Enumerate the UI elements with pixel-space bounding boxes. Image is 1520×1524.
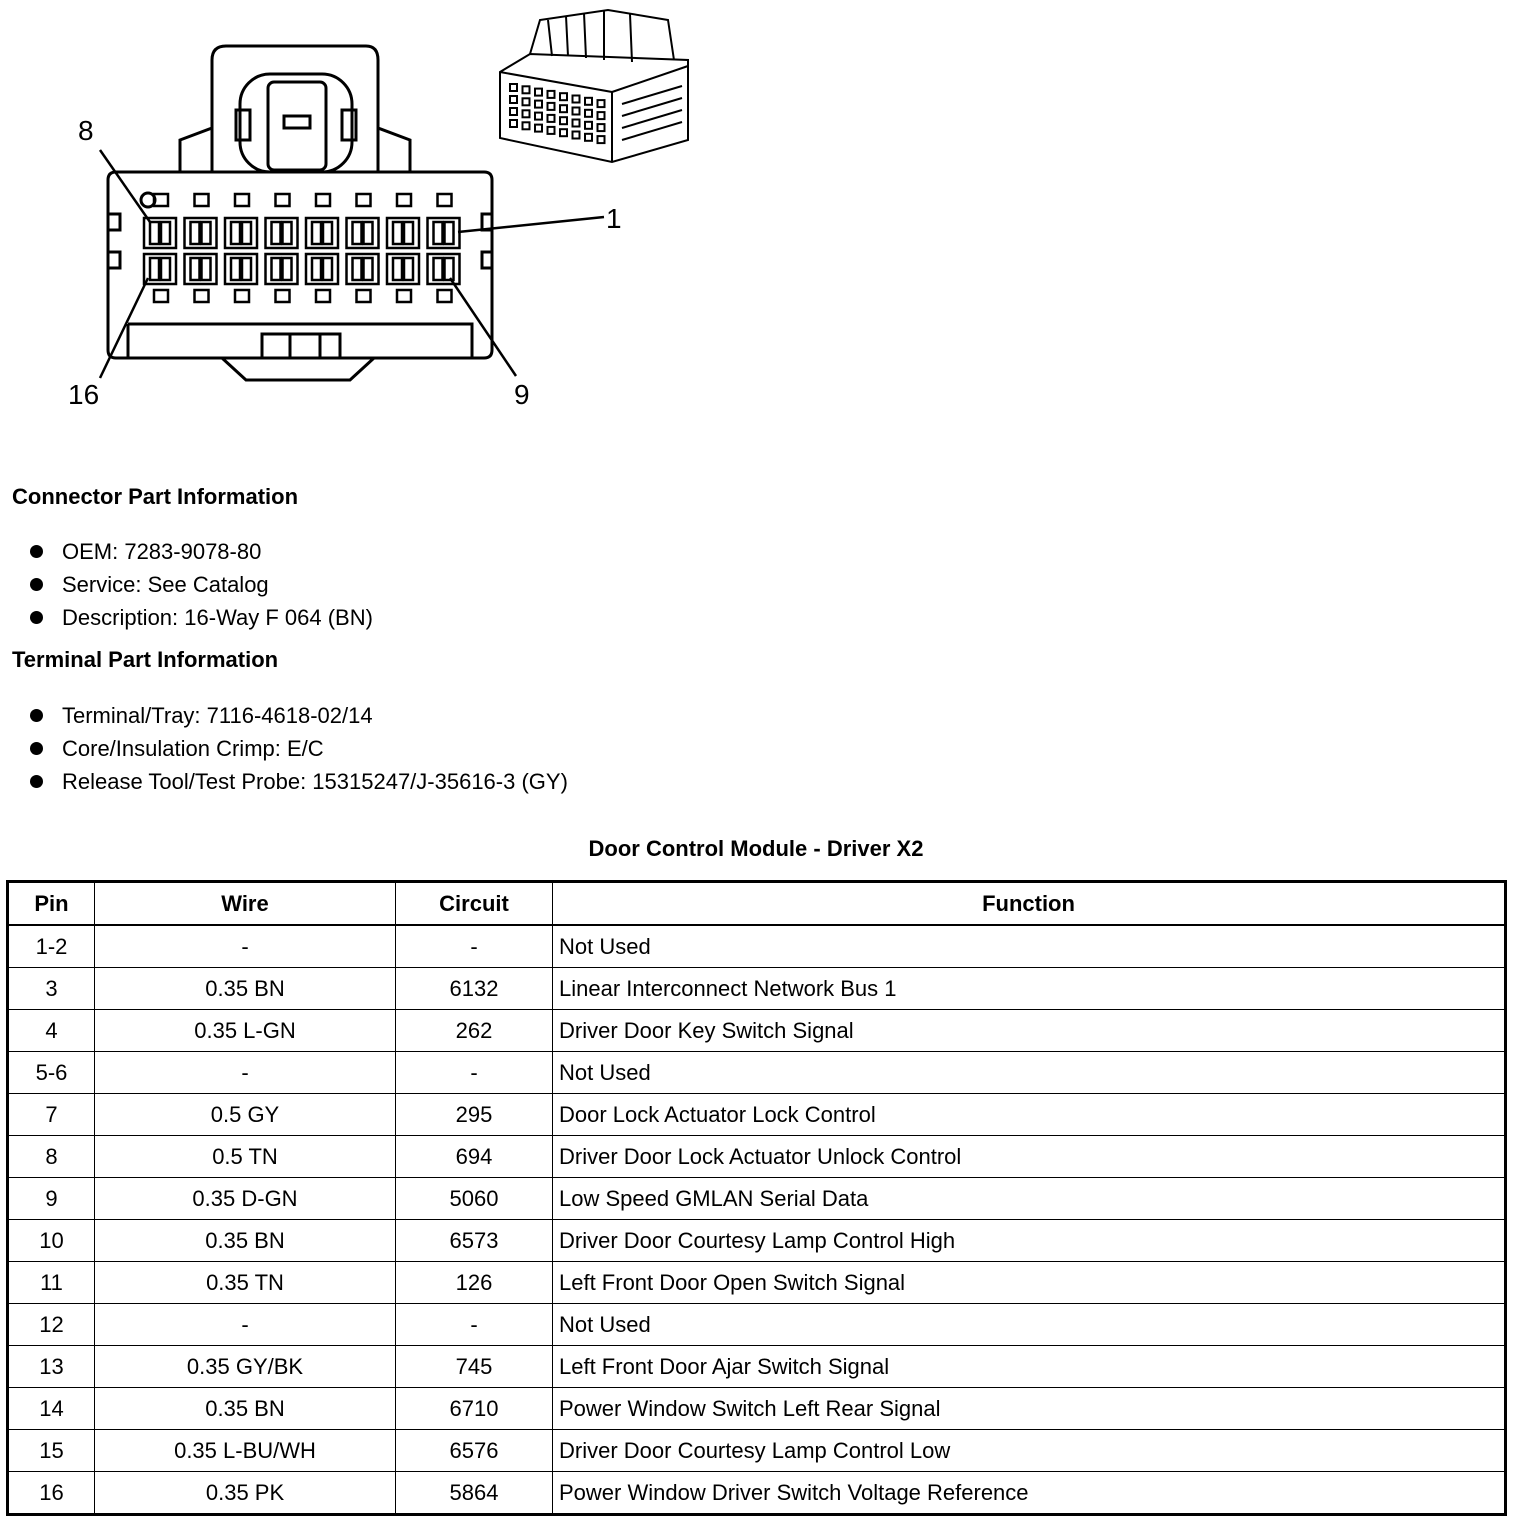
terminal-info-list (30, 699, 568, 798)
terminal-slot (283, 222, 292, 244)
cell-circuit: 694 (396, 1136, 553, 1178)
cell-function: Left Front Door Open Switch Signal (553, 1262, 1506, 1304)
iso-terminal-cavity (573, 108, 580, 115)
pinout-table (6, 880, 1507, 1516)
cell-wire: 0.35 BN (95, 1388, 396, 1430)
locking-tab (195, 290, 209, 302)
iso-terminal-cavity (560, 129, 567, 136)
iso-terminal-cavity (510, 108, 517, 115)
connector-service: Service: See Catalog (30, 568, 373, 601)
locking-tab (276, 194, 290, 206)
table-row (8, 925, 1506, 968)
terminal-slot (323, 258, 332, 280)
cell-wire: 0.5 GY (95, 1094, 396, 1136)
cell-pin: 13 (8, 1346, 95, 1388)
cell-pin: 14 (8, 1388, 95, 1430)
table-row (8, 1136, 1506, 1178)
cell-function: Driver Door Courtesy Lamp Control High (553, 1220, 1506, 1262)
iso-terminal-cavity (585, 122, 592, 129)
cell-function: Door Lock Actuator Lock Control (553, 1094, 1506, 1136)
cell-function: Not Used (553, 1304, 1506, 1346)
table-row (8, 1220, 1506, 1262)
terminal-cavities (144, 194, 460, 302)
terminal-tray: Terminal/Tray: 7116-4618-02/14 (30, 699, 568, 732)
cell-pin: 5-6 (8, 1052, 95, 1094)
locking-tab (276, 290, 290, 302)
cell-function: Driver Door Key Switch Signal (553, 1010, 1506, 1052)
terminal-slot (150, 258, 159, 280)
header-pin: Pin (8, 882, 95, 926)
cell-function: Power Window Switch Left Rear Signal (553, 1388, 1506, 1430)
terminal-slot (242, 222, 251, 244)
cell-circuit: 745 (396, 1346, 553, 1388)
cell-circuit: 262 (396, 1010, 553, 1052)
locking-tab (316, 194, 330, 206)
terminal-slot (404, 258, 413, 280)
iso-terminal-cavity (585, 110, 592, 117)
iso-terminal-cavity (560, 117, 567, 124)
locking-tab (357, 290, 371, 302)
terminal-slot (231, 258, 240, 280)
cell-wire: 0.35 GY/BK (95, 1346, 396, 1388)
table-row (8, 1052, 1506, 1094)
cell-circuit: 6132 (396, 968, 553, 1010)
header-wire: Wire (95, 882, 396, 926)
connector-info-list (30, 535, 373, 634)
cell-wire: 0.35 BN (95, 1220, 396, 1262)
cell-circuit: - (396, 1052, 553, 1094)
iso-terminal-cavity (535, 113, 542, 120)
cell-wire: 0.35 TN (95, 1262, 396, 1304)
iso-terminal-cavity (523, 86, 530, 93)
iso-terminal-cavity (598, 100, 605, 107)
cell-circuit: - (396, 925, 553, 968)
terminal-info-title: Terminal Part Information (12, 647, 279, 672)
iso-terminal-cavity (548, 103, 555, 110)
table-title: Door Control Module - Driver X2 (588, 836, 924, 861)
iso-terminal-cavity (585, 134, 592, 141)
iso-terminal-cavity (573, 120, 580, 127)
table-row (8, 1094, 1506, 1136)
cell-pin: 11 (8, 1262, 95, 1304)
cell-function: Not Used (553, 925, 1506, 968)
cell-pin: 15 (8, 1430, 95, 1472)
terminal-slot (445, 222, 454, 244)
cell-pin: 10 (8, 1220, 95, 1262)
iso-terminal-cavity (510, 96, 517, 103)
table-row (8, 1010, 1506, 1052)
connector-diagram (0, 0, 720, 430)
table-row (8, 1304, 1506, 1346)
terminal-slot (353, 222, 362, 244)
pin-label-16: 16 (68, 379, 100, 410)
iso-terminal-cavity (523, 98, 530, 105)
iso-terminal-cavity (523, 110, 530, 117)
cell-wire: 0.35 L-BU/WH (95, 1430, 396, 1472)
cell-circuit: 6710 (396, 1388, 553, 1430)
table-row (8, 1262, 1506, 1304)
cell-function: Left Front Door Ajar Switch Signal (553, 1346, 1506, 1388)
cell-wire: 0.5 TN (95, 1136, 396, 1178)
terminal-slot (323, 222, 332, 244)
terminal-slot (434, 258, 443, 280)
cell-pin: 16 (8, 1472, 95, 1515)
table-row (8, 1472, 1506, 1515)
iso-terminal-cavity (535, 89, 542, 96)
iso-terminal-cavity (598, 112, 605, 119)
terminal-slot (353, 258, 362, 280)
table-row (8, 1430, 1506, 1472)
pin-label-9: 9 (514, 379, 530, 410)
terminal-slot (231, 222, 240, 244)
iso-terminal-cavity (560, 93, 567, 100)
locking-tab (235, 290, 249, 302)
iso-terminal-cavity (598, 124, 605, 131)
cell-pin: 4 (8, 1010, 95, 1052)
iso-terminal-cavity (548, 91, 555, 98)
locking-tab (357, 194, 371, 206)
terminal-slot (191, 258, 200, 280)
table-row (8, 1178, 1506, 1220)
terminal-slot (150, 222, 159, 244)
locking-tab (397, 194, 411, 206)
table-row (8, 1346, 1506, 1388)
terminal-slot (242, 258, 251, 280)
cell-function: Low Speed GMLAN Serial Data (553, 1178, 1506, 1220)
cell-circuit: 6576 (396, 1430, 553, 1472)
terminal-slot (404, 222, 413, 244)
header-circuit: Circuit (396, 882, 553, 926)
cell-pin: 1-2 (8, 925, 95, 968)
table-header-row (8, 882, 1506, 926)
cell-wire: 0.35 L-GN (95, 1010, 396, 1052)
cell-pin: 9 (8, 1178, 95, 1220)
terminal-slot (272, 258, 281, 280)
cell-circuit: 295 (396, 1094, 553, 1136)
locking-tab (438, 194, 452, 206)
locking-tab (195, 194, 209, 206)
locking-tab (154, 290, 168, 302)
connector-face-view (108, 46, 492, 380)
iso-terminal-cavity (510, 120, 517, 127)
cell-circuit: 126 (396, 1262, 553, 1304)
header-function: Function (553, 882, 1506, 926)
connector-description: Description: 16-Way F 064 (BN) (30, 601, 373, 634)
cell-circuit: 6573 (396, 1220, 553, 1262)
cell-wire: - (95, 1304, 396, 1346)
iso-terminal-cavity (535, 125, 542, 132)
terminal-slot (202, 222, 211, 244)
locking-tab (397, 290, 411, 302)
terminal-slot (312, 258, 321, 280)
locking-tab (438, 290, 452, 302)
cell-pin: 7 (8, 1094, 95, 1136)
cell-function: Driver Door Courtesy Lamp Control Low (553, 1430, 1506, 1472)
cell-function: Not Used (553, 1052, 1506, 1094)
locking-tab (316, 290, 330, 302)
cell-wire: - (95, 1052, 396, 1094)
cell-circuit: 5864 (396, 1472, 553, 1515)
terminal-slot (191, 222, 200, 244)
iso-terminal-cavity (573, 96, 580, 103)
terminal-slot (161, 222, 170, 244)
pin-label-8: 8 (78, 115, 94, 146)
cell-pin: 8 (8, 1136, 95, 1178)
terminal-slot (445, 258, 454, 280)
cell-function: Linear Interconnect Network Bus 1 (553, 968, 1506, 1010)
connector-isometric-view (500, 10, 688, 162)
cell-pin: 3 (8, 968, 95, 1010)
table-row (8, 968, 1506, 1010)
connector-info-title: Connector Part Information (12, 484, 299, 509)
table-row (8, 1388, 1506, 1430)
terminal-slot (161, 258, 170, 280)
iso-terminal-cavity (598, 136, 605, 143)
terminal-slot (393, 258, 402, 280)
cell-wire: 0.35 PK (95, 1472, 396, 1515)
cell-wire: - (95, 925, 396, 968)
iso-terminal-cavity (510, 84, 517, 91)
cell-circuit: - (396, 1304, 553, 1346)
terminal-slot (272, 222, 281, 244)
terminal-slot (202, 258, 211, 280)
cell-function: Power Window Driver Switch Voltage Reference (553, 1472, 1506, 1515)
cell-pin: 12 (8, 1304, 95, 1346)
cell-wire: 0.35 D-GN (95, 1178, 396, 1220)
terminal-slot (312, 222, 321, 244)
iso-terminal-cavity (523, 122, 530, 129)
terminal-crimp: Core/Insulation Crimp: E/C (30, 732, 568, 765)
iso-terminal-cavity (548, 127, 555, 134)
cell-wire: 0.35 BN (95, 968, 396, 1010)
locking-tab (235, 194, 249, 206)
connector-oem: OEM: 7283-9078-80 (30, 535, 373, 568)
terminal-slot (364, 222, 373, 244)
pin-label-1: 1 (606, 203, 622, 234)
iso-terminal-cavity (585, 98, 592, 105)
terminal-release-tool: Release Tool/Test Probe: 15315247/J-35616-3 (GY) (30, 765, 568, 798)
terminal-slot (364, 258, 373, 280)
terminal-slot (283, 258, 292, 280)
terminal-slot (393, 222, 402, 244)
cell-circuit: 5060 (396, 1178, 553, 1220)
iso-terminal-cavity (535, 101, 542, 108)
iso-terminal-cavity (573, 132, 580, 139)
iso-terminal-cavity (560, 105, 567, 112)
terminal-slot (434, 222, 443, 244)
iso-terminal-cavity (548, 115, 555, 122)
cell-function: Driver Door Lock Actuator Unlock Control (553, 1136, 1506, 1178)
